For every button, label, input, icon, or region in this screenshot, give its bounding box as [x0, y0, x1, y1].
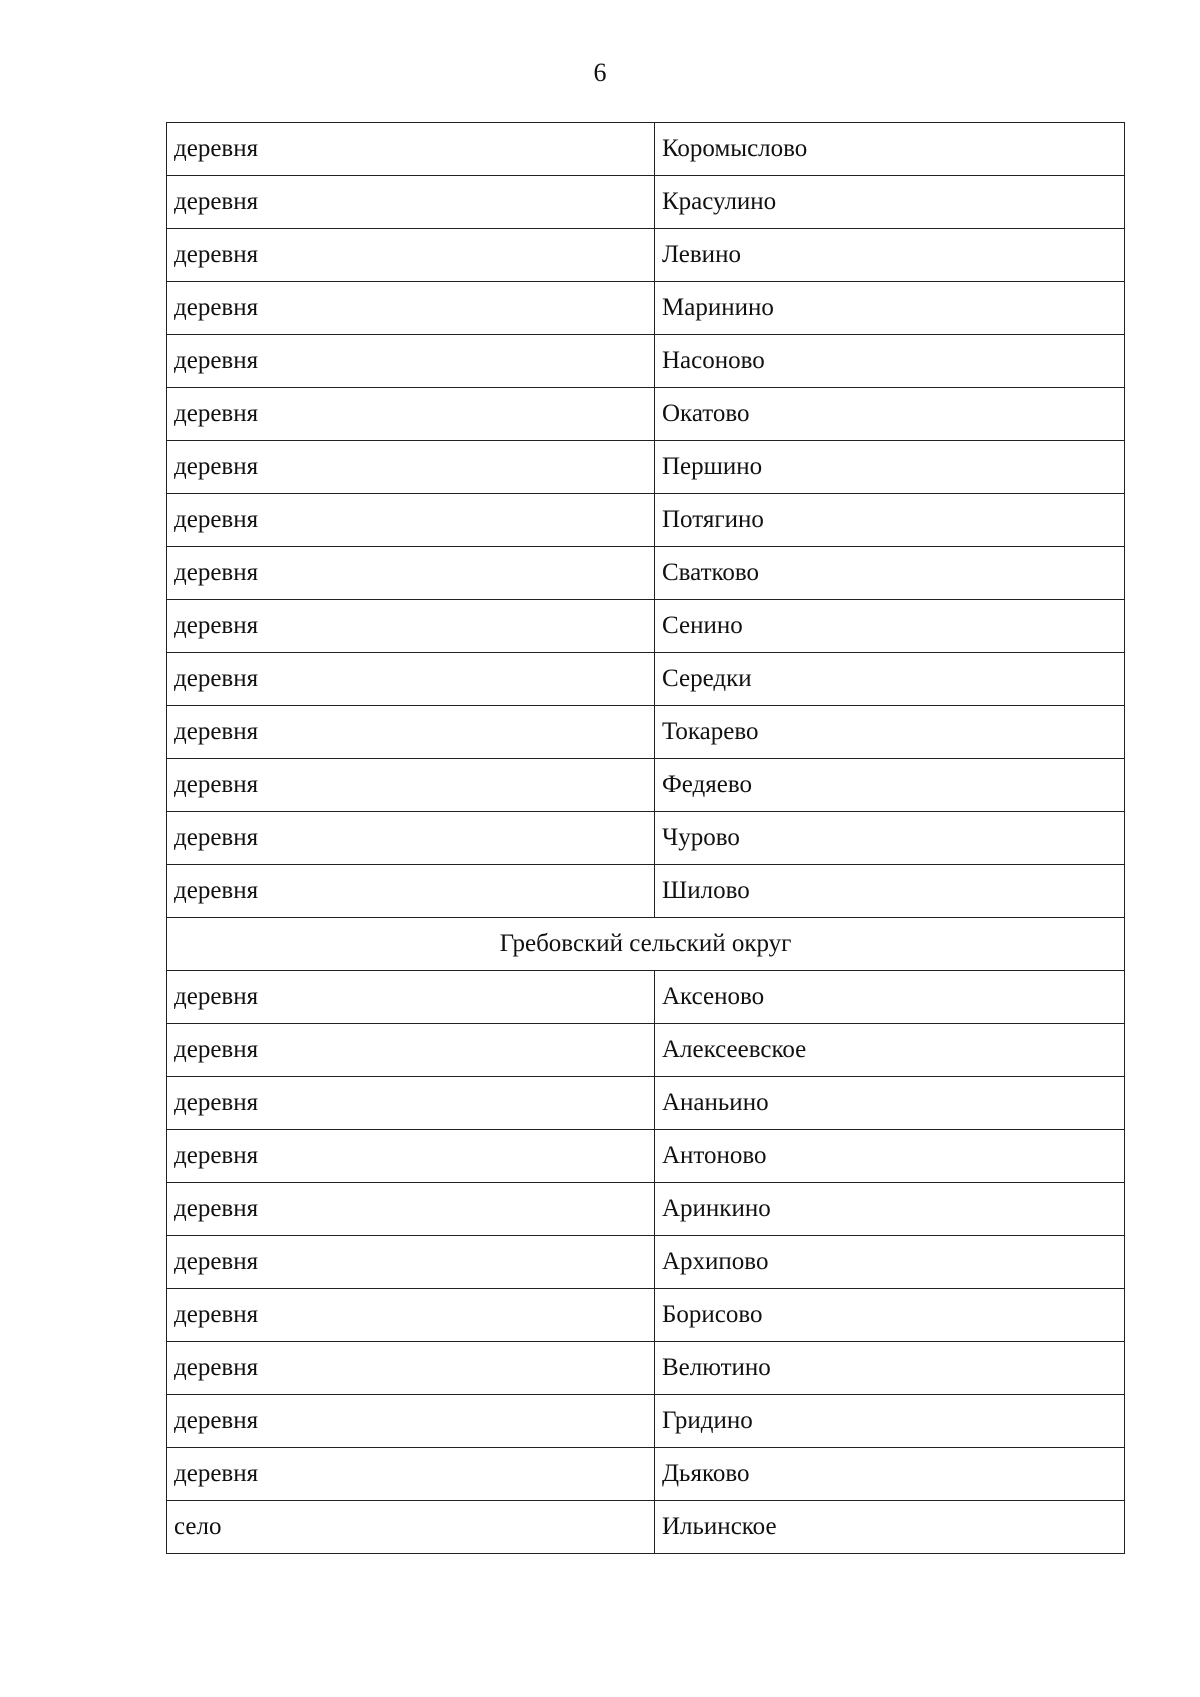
settlement-name-cell: Алексеевское [655, 1024, 1125, 1077]
settlement-name-cell: Антоново [655, 1130, 1125, 1183]
table-row [167, 653, 1125, 706]
settlement-type-cell: деревня [167, 1236, 655, 1289]
settlements-table [166, 122, 1125, 1554]
settlement-name-cell: Середки [655, 653, 1125, 706]
settlement-type-cell: деревня [167, 176, 655, 229]
table-row [167, 388, 1125, 441]
settlement-type-cell: деревня [167, 282, 655, 335]
table-row [167, 759, 1125, 812]
settlement-type-cell: деревня [167, 706, 655, 759]
settlement-type-cell: деревня [167, 865, 655, 918]
table-row [167, 1395, 1125, 1448]
settlement-name-cell: Ананьино [655, 1077, 1125, 1130]
settlement-type-cell: деревня [167, 600, 655, 653]
settlement-type-cell: деревня [167, 1289, 655, 1342]
table-row [167, 865, 1125, 918]
settlement-type-cell: деревня [167, 653, 655, 706]
settlement-name-cell: Левино [655, 229, 1125, 282]
settlement-name-cell: Велютино [655, 1342, 1125, 1395]
settlement-name-cell: Сватково [655, 547, 1125, 600]
settlement-type-cell: деревня [167, 441, 655, 494]
table-row [167, 1342, 1125, 1395]
settlement-name-cell: Архипово [655, 1236, 1125, 1289]
table-row [167, 282, 1125, 335]
settlement-type-cell: деревня [167, 547, 655, 600]
settlement-name-cell: Ильинское [655, 1501, 1125, 1554]
section-header-row [167, 918, 1125, 971]
settlement-name-cell: Потягино [655, 494, 1125, 547]
settlement-type-cell: деревня [167, 123, 655, 176]
settlement-name-cell: Токарево [655, 706, 1125, 759]
settlement-type-cell: деревня [167, 1130, 655, 1183]
settlement-name-cell: Окатово [655, 388, 1125, 441]
table-row [167, 1448, 1125, 1501]
settlement-type-cell: деревня [167, 388, 655, 441]
table-row [167, 812, 1125, 865]
table-row [167, 971, 1125, 1024]
settlement-name-cell: Маринино [655, 282, 1125, 335]
table-row [167, 494, 1125, 547]
settlement-name-cell: Коромыслово [655, 123, 1125, 176]
table-row [167, 1183, 1125, 1236]
table-row [167, 1024, 1125, 1077]
settlement-name-cell: Сенино [655, 600, 1125, 653]
settlement-type-cell: село [167, 1501, 655, 1554]
table-row [167, 229, 1125, 282]
settlement-type-cell: деревня [167, 1395, 655, 1448]
settlement-name-cell: Борисово [655, 1289, 1125, 1342]
settlement-type-cell: деревня [167, 1024, 655, 1077]
settlement-name-cell: Федяево [655, 759, 1125, 812]
table-row [167, 176, 1125, 229]
settlement-name-cell: Дьяково [655, 1448, 1125, 1501]
table-row [167, 1501, 1125, 1554]
settlement-type-cell: деревня [167, 1077, 655, 1130]
page-number: 6 [593, 58, 607, 87]
settlement-type-cell: деревня [167, 1183, 655, 1236]
settlement-name-cell: Аринкино [655, 1183, 1125, 1236]
settlement-name-cell: Гридино [655, 1395, 1125, 1448]
table-row [167, 547, 1125, 600]
settlement-type-cell: деревня [167, 229, 655, 282]
settlement-type-cell: деревня [167, 335, 655, 388]
table-row [167, 123, 1125, 176]
settlement-type-cell: деревня [167, 971, 655, 1024]
settlement-type-cell: деревня [167, 1448, 655, 1501]
settlement-type-cell: деревня [167, 494, 655, 547]
table-row [167, 441, 1125, 494]
settlement-name-cell: Насоново [655, 335, 1125, 388]
settlement-type-cell: деревня [167, 759, 655, 812]
settlement-name-cell: Першино [655, 441, 1125, 494]
settlement-name-cell: Шилово [655, 865, 1125, 918]
table-row [167, 1289, 1125, 1342]
settlement-name-cell: Красулино [655, 176, 1125, 229]
table-row [167, 335, 1125, 388]
section-title: Гребовский сельский округ [167, 918, 1125, 971]
table-row [167, 1077, 1125, 1130]
settlement-name-cell: Аксеново [655, 971, 1125, 1024]
settlement-name-cell: Чурово [655, 812, 1125, 865]
table-row [167, 600, 1125, 653]
settlement-type-cell: деревня [167, 1342, 655, 1395]
settlement-type-cell: деревня [167, 812, 655, 865]
settlements-table-body [167, 123, 1125, 1554]
table-row [167, 1236, 1125, 1289]
table-row [167, 1130, 1125, 1183]
table-row [167, 706, 1125, 759]
